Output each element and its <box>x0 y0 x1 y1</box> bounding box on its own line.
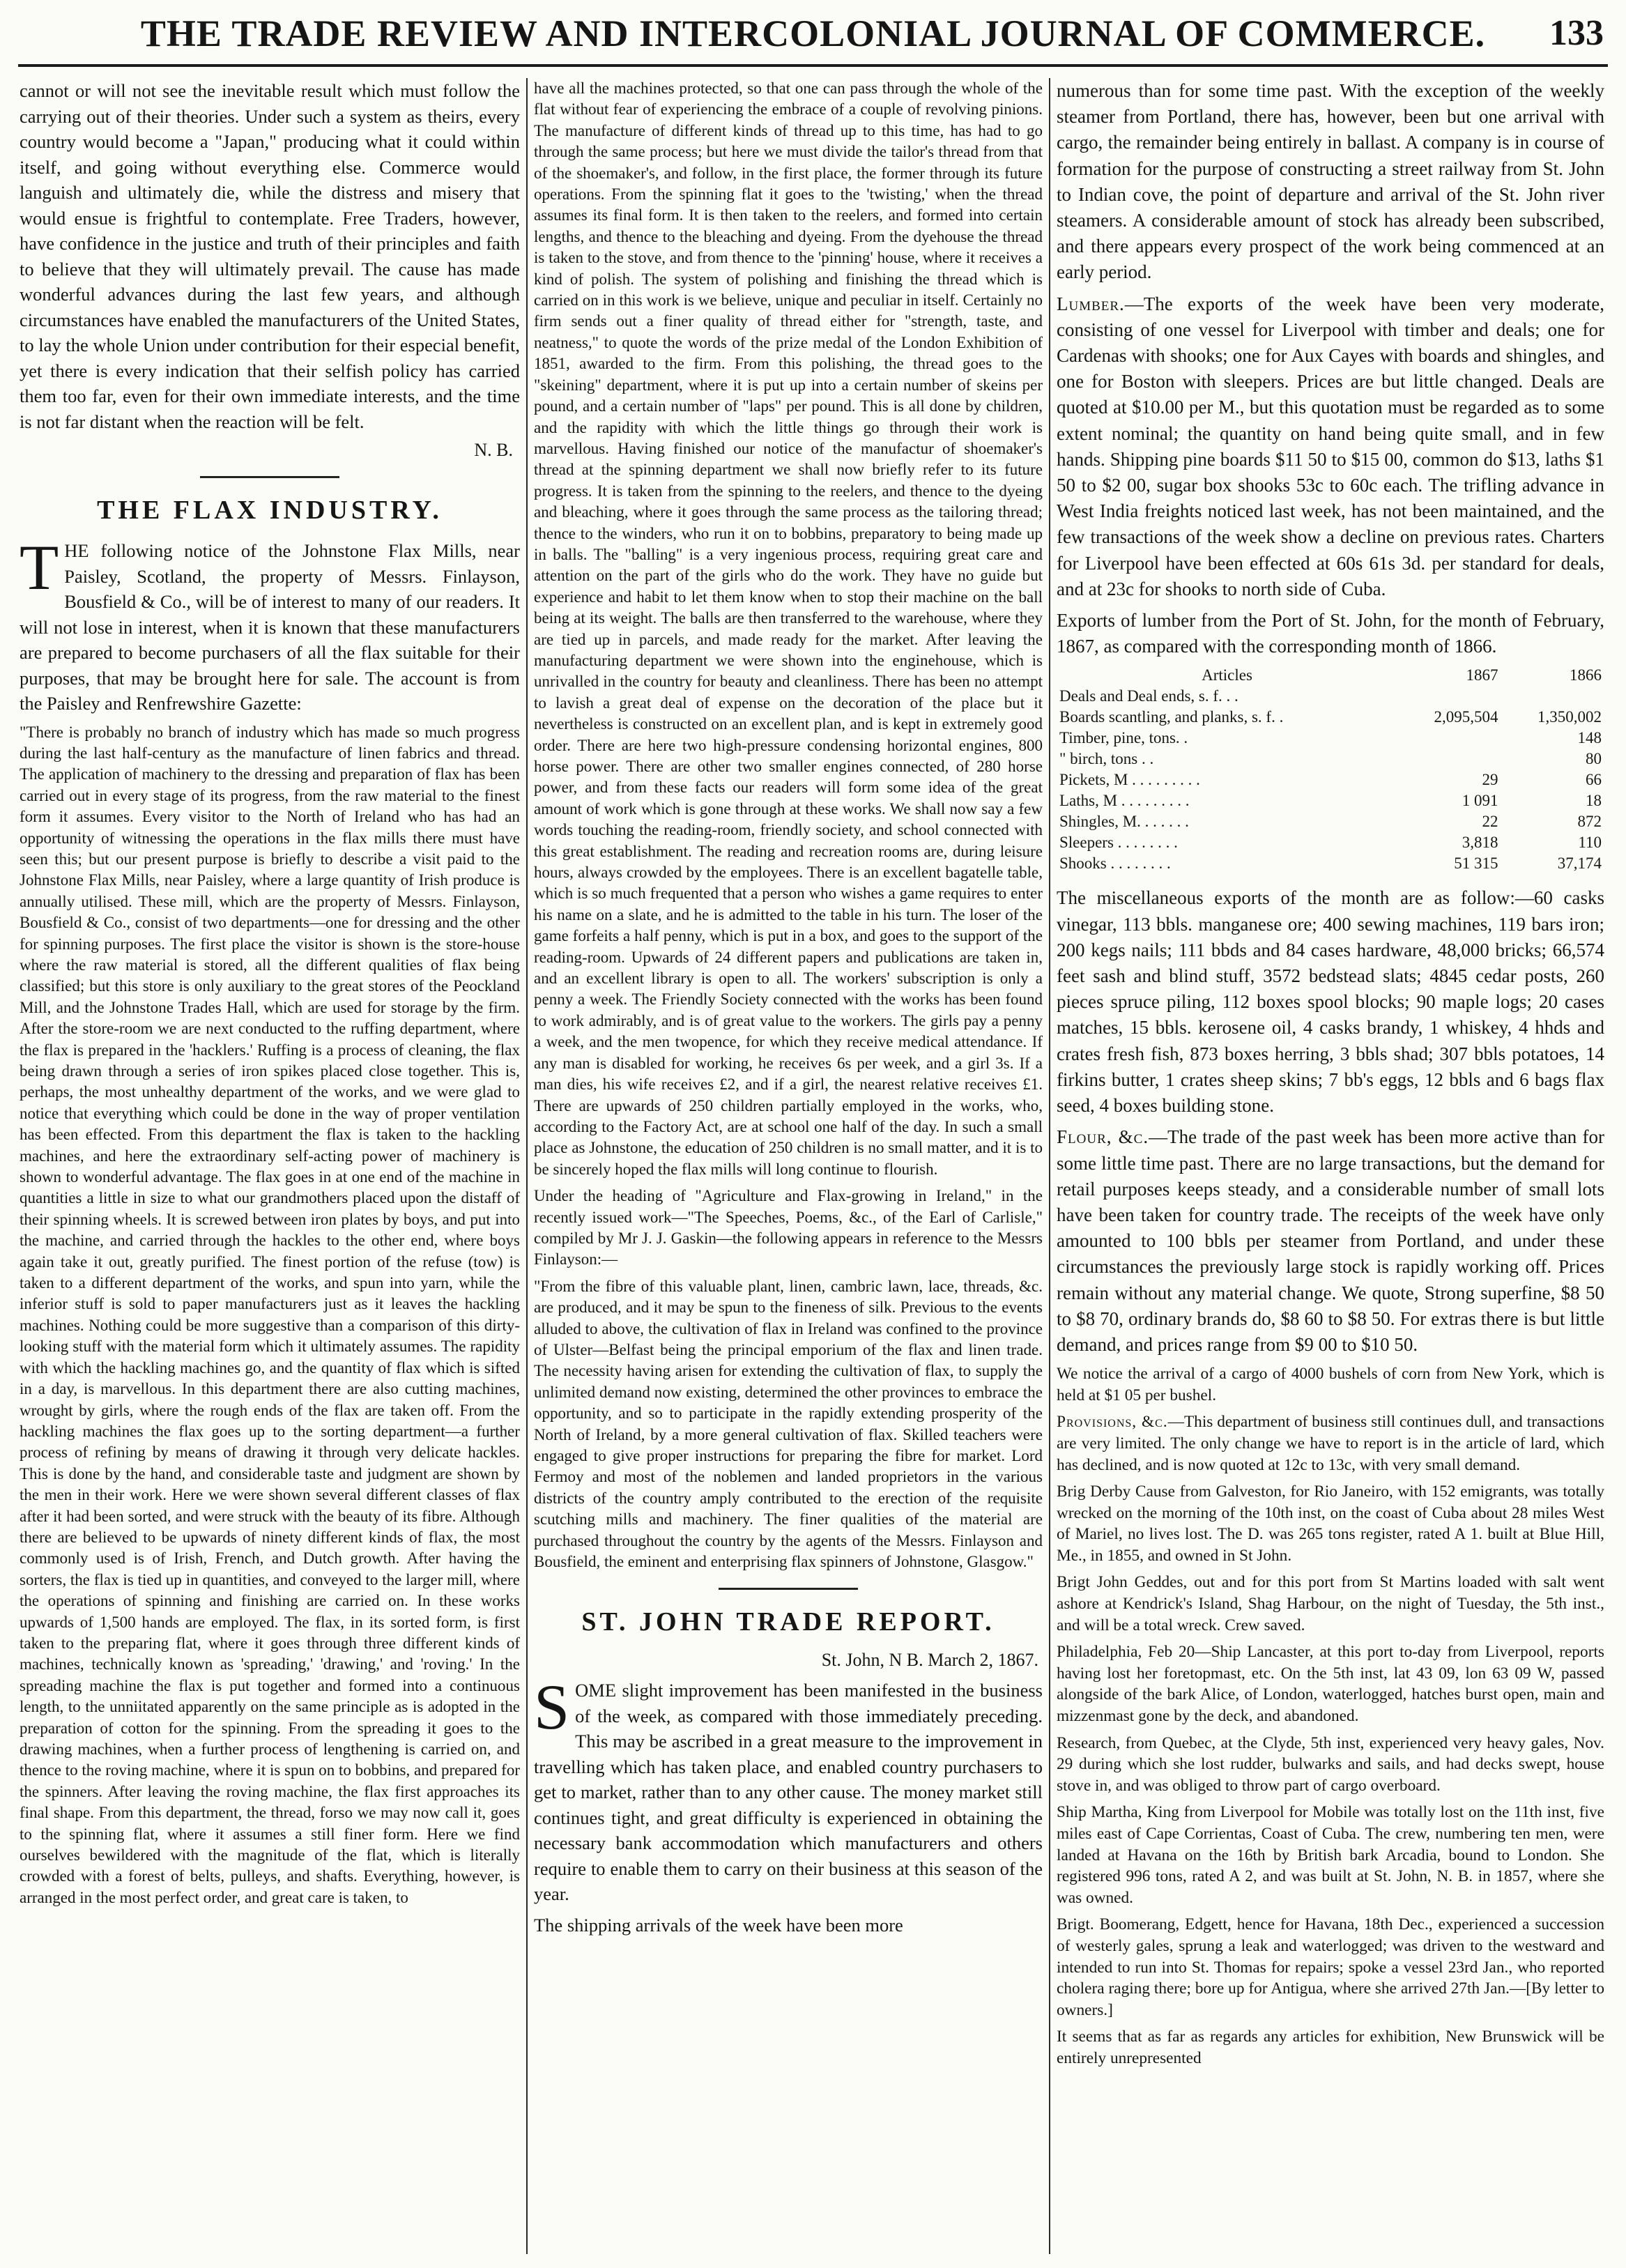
table-cell: Sleepers . . . . . . . . <box>1059 834 1178 852</box>
flax-quote-paragraph: "There is probably no branch of industry which has made so much progress during the last half-century as the manufacture of linen fabrics and thread. The application of machinery to the dressing and preparation of flax has been carried out in every stage of its progress, from the raw material to the finest form it assumes. Every visitor to the North of Ireland who has had an opportunity of witnessing the operations in the flax mills there must have seen this; but our present purpose is briefly to describe a visit paid to the Johnstone Flax Mills, near Paisley, where a large quantity of Irish produce is annually utilised. These mill, which are the property of Messrs. Finlayson, Bousfield & Co., consist of two departments—one for dressing and the other for spinning purposes. The first place the visitor is shown is the store-house where the raw material is stored, all the different qualities of flax being classified; but this store is only auxiliary to the great stores of the Peockland Mill, and the Johnstone Trades Hall, which are used for storage by the firm. After the store-room we are next conducted to the ruffing department, where the flax is prepared in the 'hacklers.' Ruffing is a process of cleaning, the flax being drawn through a series of iron spikes placed close together. This is, perhaps, the most unhealthy department of the works, and we were glad to notice that everything which could be done in the way of proper ventilation has been effected. From this department the flax is taken to the hackling machines, and here the extraordinary self-acting power of machinery is shown to wonderful advantage. The flax goes in at one end of the machine in quantities a little in size to what our grandmothers placed upon the distaff of their spinning wheels. It is screwed between iron plates by boys, and put into the machine, and carried through the hackles to the other end, where boys again take it out, greatly purified. The finest portion of the refuse (tow) is taken to a different department of the works, and spun into yarn, while the inferior stuff is sold to paper manufacturers just as it leaves the hackling machines. Nothing could be more suggestive than a comparison of this dirty-looking stuff with the material form which it ultimately assumes. The rapidity with which the hackling machines go, and the quantity of flax which is sifted in a day, is marvellous. In this department there are also cutting machines, wrought by girls, where the rough ends of the flax are taken off. From the hackling machines the flax goes up to the sorting department—a further process of refining by means of drawing it through very delicate hackles. This is done by the hand, and considerable taste and judgment are shown by the men in their work. Here we were shown several different classes of flax after it had been sorted, and were struck with the beauty of its fibre. Although there are believed to be upwards of ninety different kinds of flax, the most commonly used is of Irish, French, and Dutch growth. After having the sorters, the flax is tied up in quantities, and conveyed to the larger mill, where the operations of spinning and finishing are carried on. In these works upwards of 1,500 hands are employed. The flax, in its sorted form, is first taken to the preparing flat, where it goes through three different kinds of machines, technically known as 'spreading,' 'drawing,' and 'roving.' In the spreading machine the flax is put together and formed into a continuous length, to the unniitated apparently on the same principle as is adopted in the preparation of cotton for the spinning. From the spreading it goes to the drawing machines, when a further process of lengthening is carried on, and thence to the roving machine, where it is spun on to bobbins, and prepared for the spinners. After leaving the roving machine, the flax first approaches its final shape. From this department, the thread, forso we may now call it, goes to the spinning flat, where it assumes a still finer form. Here we find ourselves bewildered with the magnitude of the flat, which is literally crowded with a forest of belts, pulleys, and shafts. Everything, however, is arranged in the most perfect order, and great care is taken, to <box>20 723 520 1906</box>
shipping-continued-paragraph: numerous than for some time past. With the exception of the weekly steamer from Portland, there has, however, been but one arrival with cargo, the remainder being entirely in ballast. A company is in course of formation for the purpose of constructing a street railway from St. John to Indian cove, the point of departure and arrival of the St. John river steamers. A considerable amount of stock has already been subscribed, and there appears every prospect of the work being commenced at an early period. <box>1057 80 1604 283</box>
exhibition-paragraph: It seems that as far as regards any articles for exhibition, New Brunswick will be entirely unrepresented <box>1057 2028 1604 2067</box>
shipping-news-item: Research, from Quebec, at the Clyde, 5th inst, experienced very heavy gales, Nov. 29 during which she lost rudder, bulwarks and sails, and had decks swept, house stove in, and was obliged to throw part of cargo overboard. <box>1057 1733 1604 1795</box>
column-3 <box>1057 78 1604 2254</box>
shipping-news-item: Brigt John Geddes, out and for this port from St Martins loaded with salt went ashore at Kendrick's Island, Shag Harbour, on the night of Tuesday, the 5th inst., and will be a total wreck. Crew saved. <box>1057 1573 1604 1634</box>
flax-intro-paragraph: THE following notice of the Johnstone Flax Mills, near Paisley, Scotland, the property of Messrs. Finlayson, Bousfield & Co., will be of interest to many of our readers. It will not lose in interest, when it is known that these manufacturers are prepared to become purchasers of all the flax suitable for their purposes, that may be brought here for sale. The account is from the Paisley and Renfrewshire Gazette: <box>20 532 520 714</box>
shipping-arrivals-paragraph: The shipping arrivals of the week have been more <box>534 1914 903 1936</box>
table-cell <box>1397 728 1501 749</box>
shipping-news-item: Brig Derby Cause from Galveston, for Rio Janeiro, with 152 emigrants, was totally wrecked on the morning of the 10th inst, on the coast of Cuba about 28 miles West of Mariel, no lives lost. The D. was 265 tons register, rated A 1. built at Blue Hill, Me., in 1855, and owned in St John. <box>1057 1482 1604 1565</box>
section-divider <box>200 476 339 478</box>
table-cell: Pickets, M . . . . . . . . . <box>1059 771 1200 789</box>
table-row <box>1057 769 1604 790</box>
column-rule-2 <box>1049 78 1050 2254</box>
provisions-paragraph <box>1057 1411 1604 1476</box>
table-cell <box>1501 686 1605 707</box>
table-cell: 22 <box>1482 813 1498 831</box>
table-cell: 872 <box>1577 813 1602 831</box>
table-header: 1867 <box>1466 666 1498 684</box>
lumber-label: Lumber. <box>1057 293 1125 314</box>
author-signature: N. B. <box>474 440 513 460</box>
table-cell: " birch, tons . . <box>1059 750 1154 768</box>
shipping-news-item: Ship Martha, King from Liverpool for Mobile was totally lost on the 11th inst, five miles east of Cape Corrientas, Coast of Cuba. The crew, numbering ten men, were landed at Havana on the 16th by British bark Arcadia, bound to London. She registered 996 tons, rated A 2, and was built at St. John, N. B. in 1857, where she was owned. <box>1057 1803 1604 1907</box>
flour-label: Flour, &c. <box>1057 1126 1149 1148</box>
table-row <box>1057 832 1604 853</box>
table-cell: 18 <box>1586 792 1602 810</box>
provisions-text: —This department of business still continues dull, and transactions are very limited. The only change we have to report is in the article of lard, which has declined, and is now quoted at 12c to 13c, with very small demand. <box>1057 1413 1604 1474</box>
table-cell <box>1397 686 1501 707</box>
table-row <box>1057 853 1604 874</box>
column-2 <box>534 78 1043 2254</box>
table-cell: Shingles, M. . . . . . . <box>1059 813 1189 831</box>
table-header: Articles <box>1202 666 1252 684</box>
flour-paragraph <box>1057 1124 1604 1358</box>
carlisle-intro-paragraph: Under the heading of "Agriculture and Flax-growing in Ireland," in the recently issued work—"The Speeches, Poems, &c., of the Earl of Carlisle," compiled by Mr J. J. Gaskin—the following appears in reference to the Messrs Finlayson:— <box>534 1187 1043 1269</box>
table-cell: Shooks . . . . . . . . <box>1059 855 1171 873</box>
table-cell: 148 <box>1577 729 1602 747</box>
table-cell: 1,350,002 <box>1537 708 1602 726</box>
table-header-row <box>1057 665 1604 686</box>
table-cell: 3,818 <box>1462 834 1498 852</box>
table-cell: 29 <box>1482 771 1498 789</box>
table-cell: 2,095,504 <box>1434 708 1498 726</box>
provisions-label: Provisions, &c. <box>1057 1413 1168 1432</box>
table-cell: 37,174 <box>1557 855 1602 873</box>
flour-text: —The trade of the past week has been more active than for some little time past. There are no large transactions, but the demand for retail purposes keeps steady, and a considerable number of small lots have been taken for country trade. The receipts of the week have only amounted to 100 bbls per steamer from Portland, and under these circumstances the previously large stock is rapidly working off. Prices remain without any material change. We quote, Strong superfine, $8 50 to $8 70, ordinary brands do, $8 60 to $8 50. For extras there is but little demand, and prices range from $9 00 to $10 50. <box>1057 1126 1604 1355</box>
table-row <box>1057 749 1604 769</box>
table-cell: 80 <box>1586 750 1602 768</box>
table-row <box>1057 811 1604 832</box>
table-cell: Laths, M . . . . . . . . . <box>1059 792 1190 810</box>
carlisle-quote-paragraph: "From the fibre of this valuable plant, linen, cambric lawn, lace, threads, &c. are produced, and it may be spun to the fineness of silk. Previous to the events alluded to above, the cultivation of flax in Ireland was confined to the province of Ulster—Belfast being the principal emporium of the flax and linen trade. The necessity having arisen for extending the cultivation of flax, to supply the unlimited demand now existing, determined the other provinces to embrace the opportunity, and so to participate in the rapidly extending prosperity of the North of Ireland, by a more general cultivation of flax. Skilled teachers were engaged to give proper instructions for preparing the fibre for market. Lord Fermoy and most of the noblemen and landed proprietors in the various districts of the country amply contributed to the erection of the requisite scutching mills and machinery. The finer qualities of the material are purchased throughout the country by the agents of the Messrs. Finlayson and Bousfield, the eminent and enterprising flax spinners of Johnstone, Glasgow." <box>534 1277 1043 1571</box>
table-cell <box>1397 749 1501 769</box>
table-cell: Timber, pine, tons. . <box>1059 729 1188 747</box>
trade-report-intro: SOME slight improvement has been manifested in the business of the week, as compared with those immediately preceding. This may be ascribed in a great measure to the improvement in travelling which has taken place, and enabled country purchasers to get to market, rather than to any other cause. The money market still continues tight, and great difficulty is experienced in obtaining the necessary bank accommodation which manufacturers and others require to enable them to carry on their business at this season of the year. <box>534 1671 1043 1905</box>
table-header: 1866 <box>1570 666 1602 684</box>
masthead <box>18 8 1608 67</box>
exports-intro-paragraph: Exports of lumber from the Port of St. John, for the month of February, 1867, as compared with the corresponding month of 1866. <box>1057 610 1604 657</box>
column-1 <box>20 78 520 2254</box>
flax-industry-heading: THE FLAX INDUSTRY. <box>97 496 443 525</box>
trade-report-heading: ST. JOHN TRADE REPORT. <box>581 1607 995 1637</box>
table-cell: 1 091 <box>1462 792 1498 810</box>
section-divider <box>719 1588 858 1590</box>
trade-report-dateline: St. John, N B. March 2, 1867. <box>821 1650 1038 1671</box>
table-row <box>1057 686 1604 707</box>
table-cell: 51 315 <box>1454 855 1498 873</box>
lumber-paragraph <box>1057 291 1604 602</box>
table-row <box>1057 790 1604 811</box>
lumber-exports-table <box>1057 665 1604 874</box>
table-cell: 66 <box>1586 771 1602 789</box>
misc-exports-paragraph: The miscellaneous exports of the month are as follow:—60 casks vinegar, 113 bbls. manganese ore; 400 sewing machines, 119 bars iron; 200 kegs nails; 111 bbds and 84 cases hardware, 48,000 bricks; 66,574 feet sash and blind stuff, 3572 bedstead slats; 4845 cedar posts, 260 pieces spruce piling, 112 boxes spool blocks; 90 maple logs; 20 cases matches, 15 bbls. kerosene oil, 4 casks brandy, 1 whiskey, 4 hhds and crates fresh fish, 873 boxes herring, 3 bbls shad; 307 bbls potatoes, 14 firkins butter, 1 crates sheep skins; 7 bb's eggs, 12 bbls and 6 bags flax seed, 4 boxes building stone. <box>1057 887 1604 1117</box>
table-cell: Deals and Deal ends, s. f. . . <box>1059 687 1238 705</box>
page-number: 133 <box>1549 13 1604 53</box>
journal-title: THE TRADE REVIEW AND INTERCOLONIAL JOURNAL OF COMMERCE. <box>140 13 1486 54</box>
table-row <box>1057 707 1604 728</box>
corn-paragraph: We notice the arrival of a cargo of 4000 bushels of corn from New York, which is held at $1 05 per bushel. <box>1057 1365 1604 1404</box>
table-row <box>1057 728 1604 749</box>
flax-continued-paragraph: have all the machines protected, so that one can pass through the whole of the flat without fear of experiencing the embrace of a couple of revolving pinions. The manufacture of different kinds of thread up to this time, has had to go through the same process; but here we must divide the tailor's thread from that of the shoemaker's, and follow, in the first place, the former through its future operations. From the spinning flat it goes to the 'twisting,' when the thread assumes its final form. It is then taken to the reelers, and formed into certain lengths, and thence to the bleaching and dyeing. From the dyehouse the thread is taken to the stove, and from thence to the 'pinning' house, where it receives a kind of polish. The system of polishing and finishing the thread which is carried on in this work is we believe, unique and peculiar in itself. Certainly no firm sends out a finer quality of thread either for "strength, taste, and neatness," to quote the words of the prize medal of the London Exhibition of 1851, awarded to the firm. From this polishing, the thread goes to the "skeining" department, where it is put up into a certain number of skeins per pound, and a certain number of "laps" per pound. This is all done by children, and the rapidity with which the little things go through their work is marvellous. Having finished our notice of the manufactur of shoemaker's thread at the spinning department we shall now briefly refer to its future progress. It is taken from the spinning to the reelers, and thence to the dyeing and bleaching, where it goes through the same process as the tailoring thread; thence to the winders, who run it on to bobbins, preparatory to being made up in balls. The "balling" is a very ingenious process, requiring great care and attention on the part of the girls who do the work. They have no guide but experience and habit to let them know when to stop their machine on the ball being at its weight. The balls are then transferred to the warehouse, where they are tied up in parcels, and made ready for the market. After leaving the manufacturing department we were shown into the enginehouse, which is unrivalled in the country for beauty and cleanliness. There has been no attempt to lavish a great deal of expense on the decoration of the place but it nevertheless is constructed on an excellent plan, and is kept in extremely good order. There are here two high-pressure condensing horizontal engines, 800 horse power. There are other two smaller engines connected, of 280 horse power, and from these facts our readers will form some idea of the great amount of work which is gone through at these works. We shall now say a few words touching the reading-room, friendly society, and school connected with this great establishment. The reading and recreation rooms are, during leisure hours, always crowded by the employees. There is an excellent bagatelle table, which is so much frequented that a person who wishes a game requires to enter his name on a slate, and he is admitted to the table in his turn. The loser of the game forfeits a half penny, which is put in a box, and goes to the support of the reading-room. Upwards of 24 different papers and publications are taken in, and an excellent library is open to all. The workers' subscription is only a penny a week. The Friendly Society connected with the works has been found to work admirably, and is of great value to the workers. The girls pay a penny a week, and the men twopence, for which they receive medical attendance. If any man is disabled for working, he receives 6s per week, and a girl 3s. If a man dies, his wife receives £2, and if a girl, the nearest relative receives £1. There are upwards of 250 children partially employed in the works, who, according to the Factory Act, are at school one half of the day. In such a small place as Johnstone, the education of 250 children is no small matter, and it is to be sincerely hoped the flax mills will long continue to flourish. <box>534 79 1043 1178</box>
column-rule-1 <box>526 78 528 2254</box>
table-cell: 110 <box>1578 834 1602 852</box>
table-cell: Boards scantling, and planks, s. f. . <box>1059 708 1284 726</box>
lumber-text: —The exports of the week have been very moderate, consisting of one vessel for Liverpool with timber and deals; one for Cardenas with shooks; one for Aux Cayes with boards and shingles, and one for Boston with sleepers. Prices are but little changed. Deals are quoted at $10.00 per M., but this quotation must be regarded as to some extent nominal; the quantity on hand being quite small, and in few hands. Shipping pine boards $11 50 to $15 00, common do $13, laths $1 50 to $2 00, sugar box shooks 53c to 60c each. The trifling advance in West India freights noticed last week, has not been maintained, and the few transactions of the week show a decline on previous rates. Charters for Liverpool have been effected at 60s 61s 3d. per standard for deals, and at 23c for shooks to north side of Cuba. <box>1057 293 1604 599</box>
free-trade-paragraph: cannot or will not see the inevitable result which must follow the carrying out of their theories. Under such a system as theirs, every country would become a "Japan," producing what it could within itself, and going without everything else. Commerce would languish and ultimately die, while the distress and misery that would ensue is frightful to contemplate. Free Traders, however, have confidence in the justice and truth of their principles and faith to believe that they will ultimately prevail. The cause has made wonderful advances during the last few years, and although circumstances have enabled the manufacturers of the United States, to lay the whole Union under contribution for their especial benefit, yet there is every indication that their selfish policy has carried them too far, even for their own immediate interests, and the time is not far distant when the reaction will be felt. <box>20 80 520 432</box>
shipping-news-item: Brigt. Boomerang, Edgett, hence for Havana, 18th Dec., experienced a succession of westerly gales, sprung a leak and waterlogged; was driven to the westward and intended to run into St. Thomas for repairs; spoke a vessel 23rd Jan., who reported cholera raging there; bore up for Antigua, where she arrived 27th Jan.—[By letter to owners.] <box>1057 1915 1604 2019</box>
shipping-news-item: Philadelphia, Feb 20—Ship Lancaster, at this port to-day from Liverpool, reports having lost her foretopmast, etc. On the 5th inst, lat 43 09, lon 63 09 W, passed alongside of the bark Alice, of London, waterlogged, hatches burst open, main and mizzenmast gone by the deck, and abandoned. <box>1057 1643 1604 1726</box>
